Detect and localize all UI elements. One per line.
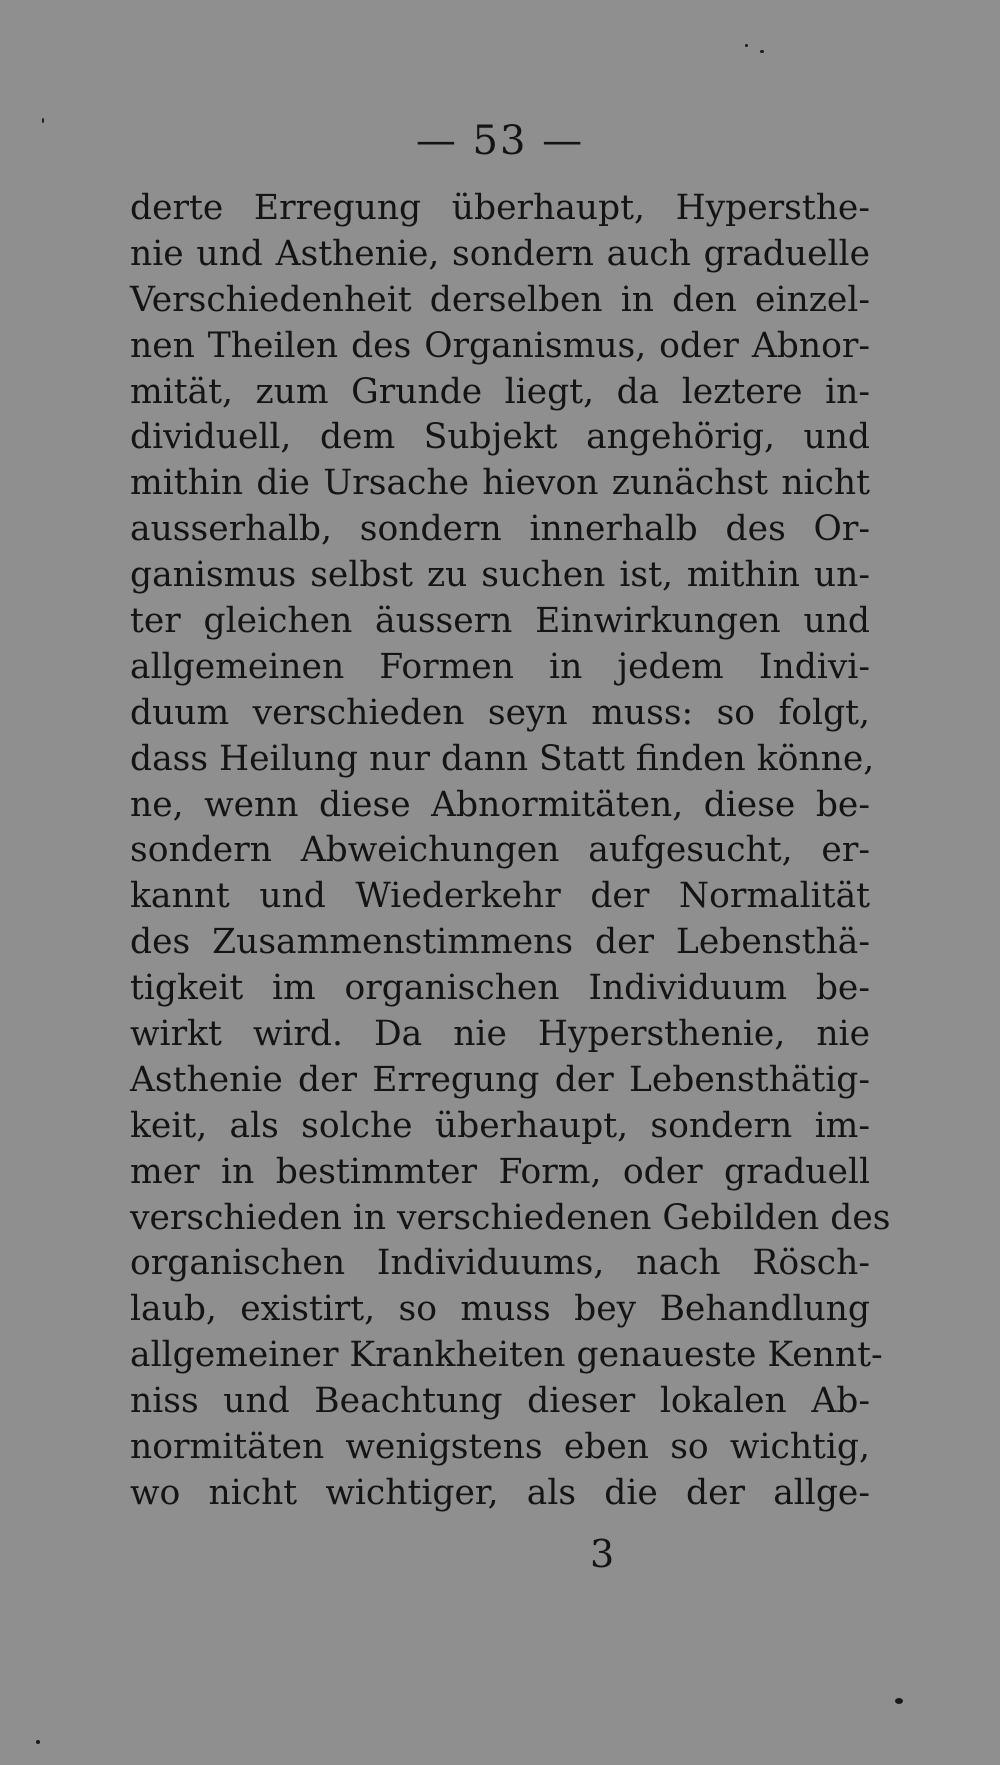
text-line: mer in bestimmter Form, oder graduell bbox=[130, 1151, 870, 1192]
scan-speck bbox=[745, 44, 748, 47]
text-line: duum verschieden seyn muss: so folgt, bbox=[130, 692, 870, 733]
text-line: keit, als solche überhaupt, sondern im- bbox=[130, 1105, 870, 1146]
text-line: allgemeinen Formen in jedem Indivi- bbox=[130, 646, 870, 687]
text-line: sondern Abweichungen aufgesucht, er- bbox=[130, 830, 870, 871]
text-line: mithin die Ursache hievon zunächst nicht bbox=[130, 463, 870, 504]
text-line: tigkeit im organischen Individuum be- bbox=[130, 968, 870, 1009]
text-line: allgemeiner Krankheiten genaueste Kennt- bbox=[130, 1335, 883, 1376]
text-line: laub, existirt, so muss bey Behandlung bbox=[130, 1289, 870, 1330]
scan-speck bbox=[760, 50, 764, 53]
text-line: ganismus selbst zu suchen ist, mithin un- bbox=[130, 555, 870, 596]
text-line: ne, wenn diese Abnormitäten, diese be- bbox=[130, 784, 870, 825]
text-line: mität, zum Grunde liegt, da leztere in- bbox=[130, 371, 870, 412]
text-line: organischen Individuums, nach Rösch- bbox=[130, 1243, 870, 1284]
text-line: wirkt wird. Da nie Hypersthenie, nie bbox=[130, 1014, 870, 1055]
signature-mark: 3 bbox=[590, 1532, 615, 1576]
text-line: dividuell, dem Subjekt angehörig, und bbox=[130, 417, 870, 458]
body-text bbox=[130, 186, 891, 1517]
page-number-header: — 53 — bbox=[415, 118, 585, 164]
text-line: nen Theilen des Organismus, oder Abnor- bbox=[130, 325, 870, 366]
text-line: nie und Asthenie, sondern auch graduelle bbox=[130, 233, 870, 274]
text-line: ausserhalb, sondern innerhalb des Or- bbox=[130, 509, 870, 550]
text-line: dass Heilung nur dann Statt finden könne, bbox=[130, 738, 875, 779]
text-line: niss und Beachtung dieser lokalen Ab- bbox=[130, 1381, 870, 1422]
text-line: derte Erregung überhaupt, Hypersthe- bbox=[130, 188, 870, 228]
text-line: des Zusammenstimmens der Lebensthä- bbox=[130, 922, 870, 963]
text-line: Verschiedenheit derselben in den einzel- bbox=[130, 279, 870, 320]
text-line: kannt und Wiederkehr der Normalität bbox=[130, 876, 870, 917]
scan-speck bbox=[36, 1740, 40, 1744]
scan-speck bbox=[42, 118, 44, 123]
scan-speck bbox=[895, 1698, 903, 1704]
text-line: wo nicht wichtiger, als die der allge- bbox=[130, 1472, 870, 1513]
text-line: ter gleichen äussern Einwirkungen und bbox=[130, 601, 870, 642]
text-line: Asthenie der Erregung der Lebensthätig- bbox=[130, 1059, 870, 1100]
text-line: verschieden in verschiedenen Gebilden des bbox=[130, 1197, 891, 1238]
text-line: normitäten wenigstens eben so wichtig, bbox=[130, 1427, 870, 1468]
